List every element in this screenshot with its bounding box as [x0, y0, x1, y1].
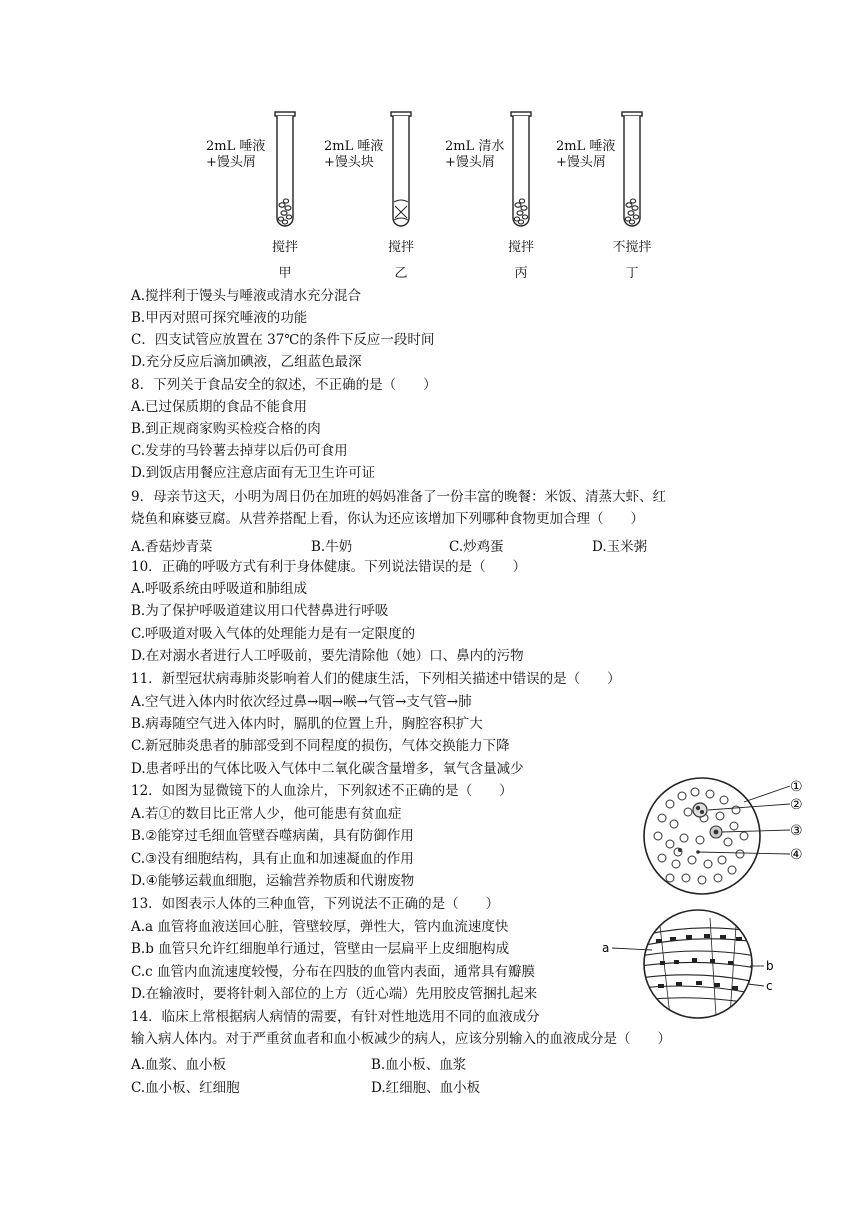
q10-option-a: A.呼吸系统由呼吸道和肺组成 [131, 581, 308, 597]
test-tube-ding [612, 110, 652, 235]
q14-option-a: A.血浆、血小板 [131, 1057, 227, 1073]
q13-option-b: B.b 血管只允许红细胞单行通过，管壁由一层扁平上皮细胞构成 [131, 941, 510, 957]
q10-option-b: B.为了保护呼吸道建议用口代替鼻进行呼吸 [131, 603, 389, 619]
q13-option-d: D.在输液时，要将针刺入部位的上方（近心端）先用胶皮管捆扎起来 [131, 986, 538, 1002]
tube-label: 甲 [278, 266, 292, 281]
q9-option-a: A.香菇炒青菜 [131, 539, 213, 555]
q9-stem-line2: 烧鱼和麻婆豆腐。从营养搭配上看，你认为还应该增加下列哪种食物更加合理（ ） [131, 511, 644, 527]
q11-option-b: B.病毒随空气进入体内时，膈肌的位置上升，胸腔容积扩大 [131, 716, 483, 732]
tube-action-label: 搅拌 [387, 240, 414, 255]
tube-caption: 2mL 清水 +馒头屑 [445, 139, 505, 170]
blood-vessel-diagram [600, 906, 780, 1022]
tube-label: 乙 [394, 266, 408, 281]
q10-stem: 10．正确的呼吸方式有利于身体健康。下列说法错误的是（ ） [131, 559, 527, 575]
smear-marker-4: ④ [790, 847, 803, 863]
q12-option-a: A.若①的数目比正常人少，他可能患有贫血症 [131, 806, 402, 822]
q9-option-b: B.牛奶 [311, 539, 353, 555]
q7-option-b: B.甲丙对照可探究唾液的功能 [131, 310, 308, 326]
tube-label: 丁 [625, 266, 639, 281]
q10-option-c: C.呼吸道对吸入气体的处理能力是有一定限度的 [131, 626, 416, 642]
test-tube-bing [501, 110, 541, 235]
q12-option-b: B.②能穿过毛细血管壁吞噬病菌，具有防御作用 [131, 828, 414, 844]
q14-option-d: D.红细胞、血小板 [371, 1080, 481, 1096]
smear-marker-1: ① [790, 779, 803, 795]
q14-stem-line2: 输入病人体内。对于严重贫血者和血小板减少的病人，应该分别输入的血液成分是（ ） [131, 1031, 671, 1047]
q11-option-a: A.空气进入体内时依次经过鼻→咽→喉→气管→支气管→肺 [131, 694, 472, 710]
tube-caption: 2mL 唾液 +馒头屑 [206, 139, 266, 170]
tube-action-label: 搅拌 [507, 240, 534, 255]
vessel-marker-c: c [766, 979, 773, 993]
tube-action-label: 不搅拌 [612, 240, 652, 255]
smear-marker-2: ② [790, 797, 803, 813]
smear-marker-3: ③ [790, 823, 803, 839]
blood-smear-diagram [640, 774, 810, 900]
vessel-marker-a: a [602, 941, 610, 955]
q14-option-b: B.血小板、血浆 [371, 1057, 467, 1073]
q9-stem-line1: 9．母亲节这天，小明为周日仍在加班的妈妈准备了一份丰富的晚餐：米饭、清蒸大虾、红 [131, 489, 667, 505]
q7-option-a: A.搅拌利于馒头与唾液或清水充分混合 [131, 288, 362, 304]
q8-stem: 8．下列关于食品安全的叙述，不正确的是（ ） [131, 377, 437, 393]
q12-option-c: C.③没有细胞结构，具有止血和加速凝血的作用 [131, 851, 414, 867]
tube-caption: 2mL 唾液 +馒头屑 [556, 139, 616, 170]
vessel-marker-b: b [766, 959, 774, 973]
q8-option-c: C.发芽的马铃薯去掉芽以后仍可食用 [131, 443, 348, 459]
q8-option-a: A.已过保质期的食品不能食用 [131, 399, 308, 415]
tube-caption: 2mL 唾液 +馒头块 [324, 139, 384, 170]
q8-option-d: D.到饭店用餐应注意店面有无卫生许可证 [131, 465, 376, 481]
tube-action-label: 搅拌 [271, 240, 298, 255]
q14-option-c: C.血小板、红细胞 [131, 1080, 240, 1096]
q14-stem-line1: 14．临床上常根据病人病情的需要，有针对性地选用不同的血液成分 [131, 1009, 540, 1025]
q11-stem: 11．新型冠状病毒肺炎影响着人们的健康生活，下列相关描述中错误的是（ ） [131, 671, 621, 687]
q10-option-d: D.在对溺水者进行人工呼吸前，要先清除他（她）口、鼻内的污物 [131, 648, 524, 664]
q13-option-a: A.a 血管将血液送回心脏，管壁较厚，弹性大，管内血流速度快 [131, 919, 509, 935]
q7-option-d: D.充分反应后滴加碘液，乙组蓝色最深 [131, 354, 362, 370]
tube-label: 丙 [514, 266, 528, 281]
q12-option-d: D.④能够运载血细胞，运输营养物质和代谢废物 [131, 873, 415, 889]
q13-option-c: C.c 血管内血流速度较慢，分布在四肢的血管内表面，通常具有瓣膜 [131, 964, 535, 980]
q12-stem: 12．如图为显微镜下的人血涂片，下列叙述不正确的是（ ） [131, 783, 513, 799]
q8-option-b: B.到正规商家购买检疫合格的肉 [131, 421, 321, 437]
q9-option-d: D.玉米粥 [592, 539, 648, 555]
q9-option-c: C.炒鸡蛋 [449, 539, 504, 555]
q13-stem: 13．如图表示人体的三种血管，下列说法不正确的是（ ） [131, 896, 500, 912]
test-tube-jia [265, 110, 305, 235]
q11-option-c: C.新冠肺炎患者的肺部受到不同程度的损伤，气体交换能力下降 [131, 738, 510, 754]
test-tube-yi [381, 110, 421, 235]
q7-option-c: C．四支试管应放置在 37℃的条件下反应一段时间 [131, 332, 435, 348]
q11-option-d: D.患者呼出的气体比吸入气体中二氧化碳含量增多，氧气含量减少 [131, 761, 524, 777]
